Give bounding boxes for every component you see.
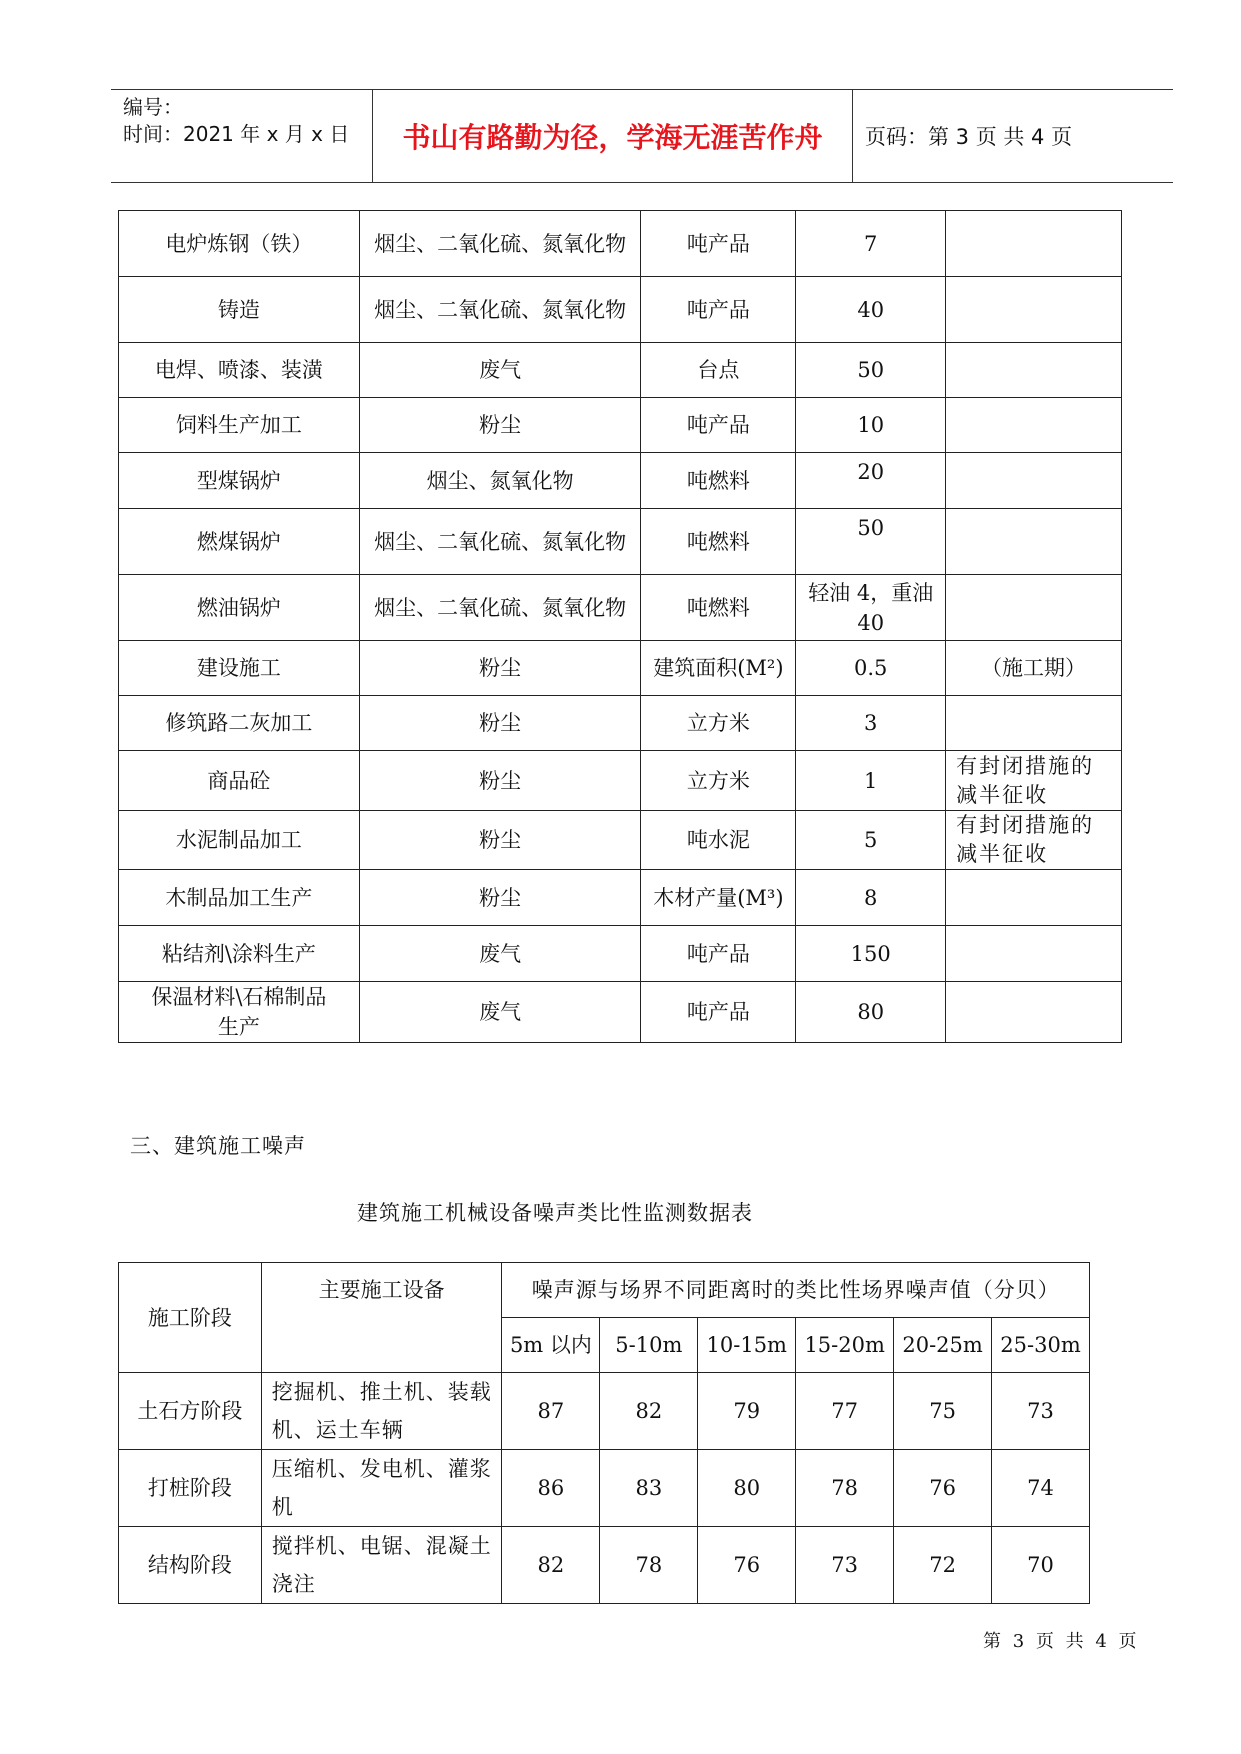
equipment-cell: 搅拌机、电锯、混凝土浇注 [261,1527,502,1604]
noise-value: 82 [600,1373,698,1450]
stage-header: 施工阶段 [119,1263,262,1373]
note-cell [946,509,1122,575]
note-cell: 有封闭措施的减半征收 [946,811,1122,870]
value-cell: 20 [796,453,946,509]
noise-value: 79 [698,1373,796,1450]
value-cell: 3 [796,696,946,751]
note-cell: （施工期） [946,641,1122,696]
unit-cell: 吨产品 [641,398,796,453]
pollutant-cell: 烟尘、二氧化硫、氮氧化物 [359,211,641,277]
process-cell: 型煤锅炉 [119,453,360,509]
process-cell: 电炉炼钢（铁） [119,211,360,277]
pollutant-cell: 粉尘 [359,641,641,696]
stage-cell: 打桩阶段 [119,1450,262,1527]
process-cell: 木制品加工生产 [119,870,360,926]
equipment-cell: 压缩机、发电机、灌浆机 [261,1450,502,1527]
table-row [119,398,1122,453]
unit-cell: 吨产品 [641,926,796,982]
table-row [119,575,1122,641]
pollutant-cell: 粉尘 [359,398,641,453]
process-cell: 水泥制品加工 [119,811,360,870]
process-cell: 修筑路二灰加工 [119,696,360,751]
process-cell: 建设施工 [119,641,360,696]
note-cell [946,926,1122,982]
process-cell: 铸造 [119,277,360,343]
equipment-header: 主要施工设备 [261,1263,502,1373]
process-cell: 燃油锅炉 [119,575,360,641]
noise-value: 75 [894,1373,992,1450]
unit-cell: 建筑面积(M²) [641,641,796,696]
stage-cell: 土石方阶段 [119,1373,262,1450]
note-cell: 有封闭措施的减半征收 [946,751,1122,811]
noise-value: 77 [796,1373,894,1450]
noise-value: 73 [796,1527,894,1604]
value-cell: 80 [796,982,946,1043]
table-row [119,811,1122,870]
unit-cell: 吨燃料 [641,453,796,509]
unit-cell: 台点 [641,343,796,398]
noise-value: 82 [502,1527,600,1604]
pollutant-cell: 烟尘、二氧化硫、氮氧化物 [359,277,641,343]
note-cell [946,575,1122,641]
date-text: 时间：2021 年 x 月 x 日 [123,122,350,146]
pollutant-cell: 废气 [359,982,641,1043]
pollutant-cell: 粉尘 [359,870,641,926]
value-cell: 50 [796,509,946,575]
process-cell: 饲料生产加工 [119,398,360,453]
noise-value: 70 [992,1527,1090,1604]
distance-header: 5-10m [600,1318,698,1373]
process-cell: 电焊、喷漆、装潢 [119,343,360,398]
noise-value: 76 [698,1527,796,1604]
note-cell [946,277,1122,343]
pollutant-cell: 烟尘、二氧化硫、氮氧化物 [359,509,641,575]
table-row [119,1527,1090,1604]
value-cell: 5 [796,811,946,870]
pollutant-cell: 烟尘、二氧化硫、氮氧化物 [359,575,641,641]
distance-header: 20-25m [894,1318,992,1373]
note-cell [946,982,1122,1043]
unit-cell: 吨产品 [641,277,796,343]
table-row [119,696,1122,751]
table-row [119,1450,1090,1527]
process-cell: 商品砼 [119,751,360,811]
page-footer: 第 3 页 共 4 页 [983,1631,1140,1652]
noise-value: 78 [600,1527,698,1604]
pollutant-cell: 粉尘 [359,696,641,751]
table-row [119,509,1122,575]
noise-value: 73 [992,1373,1090,1450]
pollutant-cell: 粉尘 [359,811,641,870]
header-info [111,90,373,182]
value-cell: 50 [796,343,946,398]
header-motto: 书山有路勤为径，学海无涯苦作舟 [373,90,853,182]
note-cell [946,211,1122,277]
note-cell [946,870,1122,926]
table-row [119,211,1122,277]
distance-header: 25-30m [992,1318,1090,1373]
note-cell [946,696,1122,751]
value-cell: 1 [796,751,946,811]
value-cell: 10 [796,398,946,453]
table-row [119,343,1122,398]
noise-group-header: 噪声源与场界不同距离时的类比性场界噪声值（分贝） [502,1263,1090,1318]
unit-cell: 立方米 [641,696,796,751]
stage-cell: 结构阶段 [119,1527,262,1604]
noise-value: 86 [502,1450,600,1527]
value-cell: 40 [796,277,946,343]
table-row [119,641,1122,696]
noise-value: 87 [502,1373,600,1450]
section-title: 三、建筑施工噪声 [130,1134,306,1158]
unit-cell: 吨燃料 [641,575,796,641]
pollutant-cell: 废气 [359,343,641,398]
unit-cell: 吨燃料 [641,509,796,575]
distance-header: 10-15m [698,1318,796,1373]
noise-value: 83 [600,1450,698,1527]
value-cell: 7 [796,211,946,277]
unit-cell: 吨产品 [641,982,796,1043]
note-cell [946,343,1122,398]
table-row [119,926,1122,982]
unit-cell: 立方米 [641,751,796,811]
number-label: 编号： [123,95,183,119]
value-cell: 0.5 [796,641,946,696]
emission-table [118,210,1122,1043]
header-page-number: 页码：第 3 页 共 4 页 [865,125,1073,149]
table-row [119,453,1122,509]
process-cell: 燃煤锅炉 [119,509,360,575]
pollutant-cell: 粉尘 [359,751,641,811]
pollutant-cell: 烟尘、氮氧化物 [359,453,641,509]
table-caption: 建筑施工机械设备噪声类比性监测数据表 [357,1201,753,1225]
process-cell: 保温材料\石棉制品生产 [119,982,360,1043]
table-row [119,751,1122,811]
value-cell: 8 [796,870,946,926]
note-cell [946,453,1122,509]
distance-header: 15-20m [796,1318,894,1373]
noise-table [118,1262,1090,1604]
table-row [119,277,1122,343]
noise-value: 74 [992,1450,1090,1527]
unit-cell: 木材产量(M³) [641,870,796,926]
distance-header: 5m 以内 [502,1318,600,1373]
noise-value: 76 [894,1450,992,1527]
noise-value: 72 [894,1527,992,1604]
header-row [119,1263,1090,1318]
value-cell: 150 [796,926,946,982]
unit-cell: 吨水泥 [641,811,796,870]
table-row [119,870,1122,926]
unit-cell: 吨产品 [641,211,796,277]
pollutant-cell: 废气 [359,926,641,982]
equipment-cell: 挖掘机、推土机、装载机、运土车辆 [261,1373,502,1450]
page-header [111,89,1173,183]
table-row [119,1373,1090,1450]
noise-value: 80 [698,1450,796,1527]
value-cell: 轻油 4，重油 40 [796,575,946,641]
note-cell [946,398,1122,453]
process-cell: 粘结剂\涂料生产 [119,926,360,982]
table-row [119,982,1122,1043]
noise-value: 78 [796,1450,894,1527]
